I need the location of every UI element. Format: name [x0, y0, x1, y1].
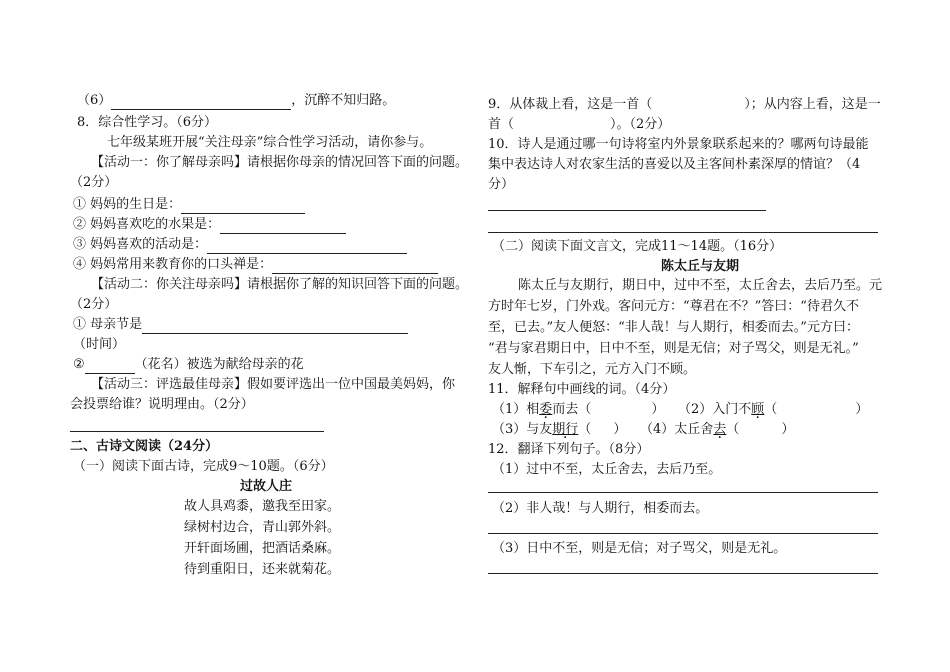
mothers-day-time: （时间）: [73, 337, 126, 352]
activity2-score: （2分）: [70, 297, 118, 312]
birthday-item: [73, 196, 305, 214]
flower-blank[interactable]: [85, 359, 135, 374]
activity-blank[interactable]: [207, 239, 407, 254]
poem-line: 待到重阳日，还来就菊花。: [184, 562, 341, 577]
q9-text-a: 9．从体裁上看，这是一首（: [488, 97, 653, 112]
catchphrase-label: ④ 妈妈常用来教育你的口头禅是：: [73, 257, 273, 272]
q6-prefix: （6）: [77, 93, 112, 108]
q11-item3-close: ）: [613, 422, 627, 437]
q11-item4-post: （: [726, 422, 740, 437]
q12-item: （1）过中不至，太丘舍去，去后乃至。: [492, 462, 722, 477]
activity1-text: 【活动一：你了解母亲吗】请根据你母亲的情况回答下面的问题。: [91, 155, 469, 170]
poem-line: 故人具鸡黍，邀我至田家。: [184, 499, 341, 514]
prose-instruction: （二）阅读下面文言文，完成11～14题。（16分）: [492, 239, 783, 254]
activity3-text-cont: 会投票给谁？说明理由。（2分）: [70, 397, 254, 412]
q9-text-d: ）。（2分）: [610, 117, 671, 132]
q10-text-end: 分）: [488, 177, 515, 192]
q8-intro: 七年级某班开展“关注母亲”综合性学习活动，请你参与。: [107, 135, 433, 150]
q11-item: [640, 421, 794, 439]
activity3-text: 【活动三：评选最佳母亲】假如要评选出一位中国最美妈妈，你: [91, 377, 456, 392]
poem-title: 过故人庄: [240, 479, 293, 494]
q12-item: （2）非人哉！与人期行，相委而去。: [492, 501, 709, 516]
q9-text-c: 首（: [488, 117, 515, 132]
q11-item2-pre: （2）入门不: [678, 402, 752, 417]
q11-title: 11．解释句中画线的词。（4分）: [488, 382, 676, 397]
fruit-blank[interactable]: [220, 219, 346, 234]
poem-instruction: （一）阅读下面古诗，完成9～10题。（6分）: [73, 459, 334, 474]
catchphrase-blank[interactable]: [272, 259, 438, 274]
q11-item1-close: ）: [651, 402, 665, 417]
q9-line1: [488, 96, 881, 114]
q12-item: （3）日中不至，则是无信；对子骂父，则是无礼。: [492, 541, 787, 556]
fruit-label: ② 妈妈喜欢吃的水果是：: [73, 217, 221, 232]
birthday-label: ① 妈妈的生日是：: [73, 197, 182, 212]
q6-suffix: ，沉醉不知归路。: [291, 93, 396, 108]
q11-item3-pre: （3）与友: [492, 422, 553, 437]
q6-blank[interactable]: [111, 95, 291, 110]
prose-line: 至，已去。”友人便怒：“非人哉！与人期行，相委而去。”元方曰：: [488, 320, 859, 335]
q11-item4-pre: （4）太丘舍: [640, 422, 714, 437]
flower-suffix: （花名）被选为献给母亲的花: [134, 357, 304, 372]
activity2-text: 【活动二：你关注母亲吗】请根据你了解的知识回答下面的问题。: [91, 277, 469, 292]
prose-title: 陈太丘与友期: [661, 259, 740, 274]
fruit-item: [73, 216, 346, 234]
section2-heading: 二、古诗文阅读（24分）: [70, 439, 219, 454]
q12-answer-line[interactable]: [488, 573, 878, 574]
poem-line: 开轩面场圃，把酒话桑麻。: [184, 541, 341, 556]
q11-item1-word: 委: [539, 402, 553, 417]
flower-item: [73, 356, 304, 374]
q11-item3-word: 期行: [552, 422, 579, 437]
q12-answer-line[interactable]: [488, 533, 878, 534]
q11-item1-pre: （1）相: [492, 402, 540, 417]
mothers-day-item: [73, 316, 408, 334]
q11-item4-close: ）: [781, 422, 795, 437]
mothers-day-blank[interactable]: [142, 319, 408, 334]
prose-line: 友人惭，下车引之，元方入门不顾。: [488, 362, 697, 377]
q8-title: 8．综合性学习。（6分）: [77, 115, 218, 130]
q11-item1-post: 而去（: [552, 402, 592, 417]
q11-item3-post: （: [578, 422, 592, 437]
q11-item2-close: ）: [855, 402, 869, 417]
q11-item: [492, 421, 626, 439]
q9-line2: [488, 116, 670, 134]
birthday-blank[interactable]: [181, 199, 305, 214]
q10-text-cont: 集中表达诗人对农家生活的喜爱以及主客间朴素深厚的情谊？（4: [488, 157, 861, 172]
q9-text-b: ）；从内容上看，这是一: [744, 97, 881, 112]
mothers-day-label: ① 母亲节是: [73, 317, 143, 332]
q6-line: [77, 92, 395, 110]
q11-item: [492, 401, 664, 419]
activity3-answer-line[interactable]: [70, 431, 324, 432]
q11-item4-word: 去: [713, 422, 727, 437]
prose-line: 陈太丘与友期行，期日中，过中不至，太丘舍去，去后乃至。元: [518, 278, 883, 293]
q12-answer-line[interactable]: [488, 492, 878, 493]
activity1-score: （2分）: [70, 175, 118, 190]
prose-line: 方时年七岁，门外戏。客问元方：“尊君在不？”答曰：“待君久不: [488, 299, 859, 314]
q12-title: 12．翻译下列句子。（8分）: [488, 442, 650, 457]
flower-prefix: ②: [73, 357, 85, 372]
activity-item: [73, 236, 407, 254]
q11-item: [678, 401, 868, 419]
q11-item2-word: 顾: [751, 402, 765, 417]
catchphrase-item: [73, 256, 438, 274]
prose-line: “君与家君期日中，日中不至，则是无信；对子骂父，则是无礼。”: [488, 341, 859, 356]
q11-item2-post: （: [764, 402, 778, 417]
q10-text: 10．诗人是通过哪一句诗将室内外景象联系起来的？哪两句诗最能: [488, 137, 869, 152]
poem-line: 绿树村边合，青山郭外斜。: [184, 520, 341, 535]
activity-label: ③ 妈妈喜欢的活动是：: [73, 237, 208, 252]
q10-answer-line[interactable]: [488, 232, 878, 233]
q10-answer-line[interactable]: [488, 210, 766, 211]
